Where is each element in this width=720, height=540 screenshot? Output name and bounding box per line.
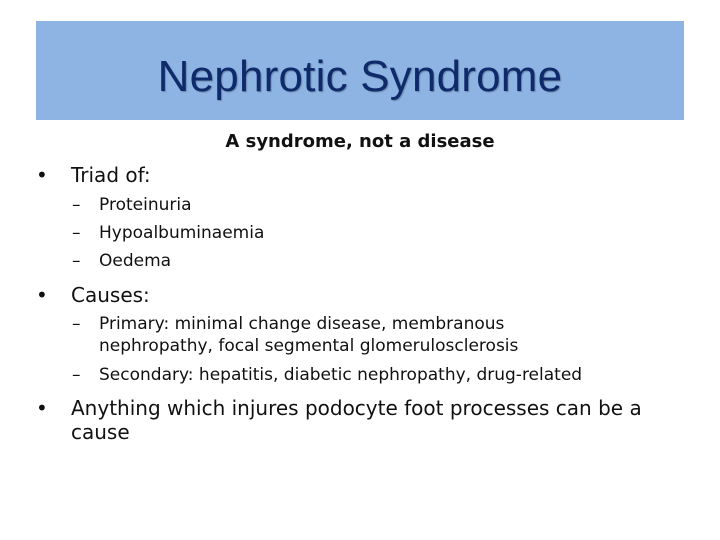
slide-title: Nephrotic Syndrome <box>157 51 563 101</box>
sub-item-text: Primary: minimal change disease, membranous nephropathy, focal segmental glomerulosclerosis <box>99 314 519 356</box>
sub-item <box>72 313 612 357</box>
sub-mark: – <box>72 251 81 271</box>
bullet-podocyte <box>36 396 686 444</box>
sub-item-text: Hypoalbuminaemia <box>99 223 265 243</box>
sub-mark: – <box>72 365 81 385</box>
sub-item <box>72 222 672 244</box>
bullet-causes <box>36 283 676 307</box>
sub-mark: – <box>72 314 81 334</box>
sub-item <box>72 364 692 386</box>
bullet-mark: • <box>36 396 48 420</box>
sub-item-text: Oedema <box>99 251 172 271</box>
sub-item-text: Proteinuria <box>99 195 192 215</box>
sub-mark: – <box>72 223 81 243</box>
sub-mark: – <box>72 195 81 215</box>
bullet-triad <box>36 163 676 187</box>
subtitle-text: A syndrome, not a disease <box>225 131 495 152</box>
bullet-mark: • <box>36 163 48 187</box>
sub-item <box>72 194 672 216</box>
sub-item-text: Secondary: hepatitis, diabetic nephropathy, drug-related <box>99 365 583 385</box>
bullet-text: Triad of: <box>71 163 151 187</box>
bullet-mark: • <box>36 283 48 307</box>
bullet-text: Causes: <box>71 283 150 307</box>
bullet-text: Anything which injures podocyte foot processes can be a cause <box>71 396 642 444</box>
sub-item <box>72 250 672 272</box>
